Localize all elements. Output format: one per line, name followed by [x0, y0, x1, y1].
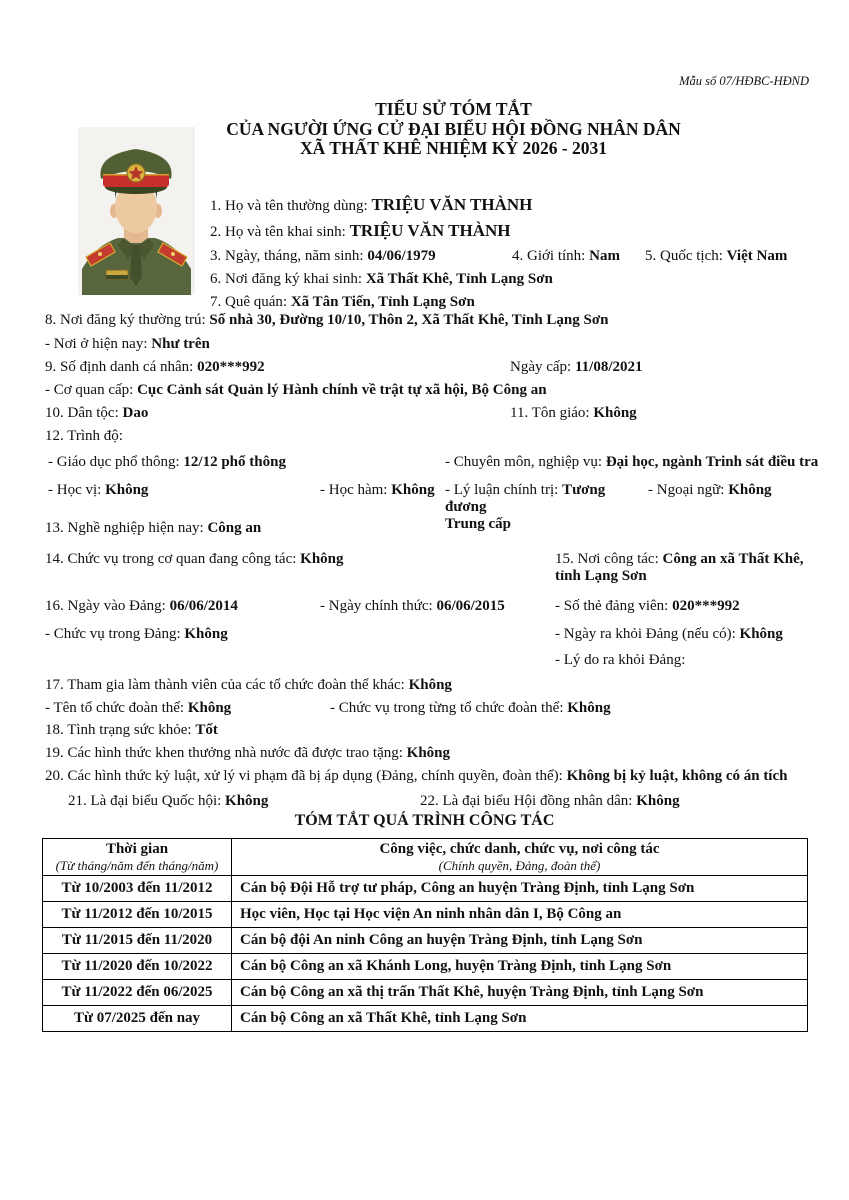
- field-chuc-vu-co-quan: [45, 551, 344, 568]
- field-label: - Học vị:: [48, 482, 102, 498]
- field-to-chuc-doan-the-khac: [45, 677, 452, 694]
- field-label: 9. Số định danh cá nhân:: [45, 359, 194, 375]
- field-value: Như trên: [151, 336, 210, 352]
- title-line-2: CỦA NGƯỜI ỨNG CỬ ĐẠI BIỂU HỘI ĐỒNG NHÂN DÂN: [226, 118, 681, 139]
- career-row: [43, 902, 808, 928]
- field-ten-thuong-dung: [210, 195, 532, 215]
- field-que-quan: [210, 294, 475, 311]
- field-dai-bieu-hdnd: [420, 793, 680, 810]
- career-header-row: [43, 839, 808, 876]
- field-label: 5. Quốc tịch:: [645, 248, 723, 264]
- field-label: - Lý do ra khỏi Đảng:: [555, 652, 686, 668]
- field-value: Không: [184, 626, 228, 642]
- field-value: Tương đương: [445, 482, 606, 515]
- field-value: Không bị kỷ luật, không có án tích: [566, 768, 788, 784]
- field-value: Không: [567, 700, 611, 716]
- field-label: - Lý luận chính trị:: [445, 482, 559, 498]
- field-label: 22. Là đại biểu Hội đồng nhân dân:: [420, 793, 633, 809]
- field-value: 020***992: [672, 598, 740, 614]
- field-value: TRIỆU VĂN THÀNH: [371, 195, 533, 214]
- field-label: 14. Chức vụ trong cơ quan đang công tác:: [45, 551, 297, 567]
- field-ngay-chinh-thuc: [320, 598, 505, 615]
- field-value: 11/08/2021: [574, 359, 643, 375]
- career-row: [43, 876, 808, 902]
- field-value: Xã Thất Khê, Tỉnh Lạng Sơn: [365, 271, 553, 287]
- field-ten-khai-sinh: [210, 221, 510, 241]
- field-ten-to-chuc: [45, 700, 231, 717]
- field-dai-bieu-quoc-hoi: [68, 793, 268, 810]
- portrait-image: [78, 127, 195, 295]
- field-label: 6. Nơi đăng ký khai sinh:: [210, 271, 363, 287]
- field-label: - Tên tổ chức đoàn thể:: [45, 700, 185, 716]
- career-time: Từ 11/2022 đến 06/2025: [43, 980, 232, 1006]
- field-value: Xã Tân Tiến, Tỉnh Lạng Sơn: [290, 294, 475, 310]
- field-chuc-vu-to-chuc: [330, 700, 611, 717]
- field-quoc-tich: [645, 248, 787, 265]
- field-value: 12/12 phổ thông: [183, 454, 286, 470]
- career-work: Học viên, Học tại Học viện An ninh nhân dân I, Bộ Công an: [232, 902, 808, 928]
- career-time: Từ 11/2012 đến 10/2015: [43, 902, 232, 928]
- field-value: Cục Cảnh sát Quản lý Hành chính về trật tự xã hội, Bộ Công an: [137, 382, 547, 398]
- field-value: Không: [391, 482, 435, 498]
- field-chuyen-mon: [445, 454, 818, 471]
- field-value-line2: tỉnh Lạng Sơn: [555, 568, 647, 584]
- field-label: 17. Tham gia làm thành viên của các tổ chức đoàn thể khác:: [45, 677, 405, 693]
- field-hoc-ham: [320, 482, 435, 499]
- field-suc-khoe: [45, 722, 218, 739]
- field-giao-duc-pho-thong: [48, 454, 286, 471]
- field-value: Số nhà 30, Đường 10/10, Thôn 2, Xã Thất Khê, Tỉnh Lạng Sơn: [209, 312, 609, 328]
- field-so-the-dang-vien: [555, 598, 740, 615]
- field-label: 16. Ngày vào Đảng:: [45, 598, 166, 614]
- field-label: 20. Các hình thức kỷ luật, xử lý vi phạm đã bị áp dụng (Đảng, chính quyền, đoàn thể):: [45, 768, 563, 784]
- field-ton-giao: [510, 405, 637, 422]
- field-dan-toc: [45, 405, 148, 422]
- field-value: Công an xã Thất Khê,: [662, 551, 804, 567]
- field-label: 10. Dân tộc:: [45, 405, 119, 421]
- col-time-title: Thời gian: [105, 841, 169, 857]
- field-value: Nam: [589, 248, 620, 264]
- field-label: 19. Các hình thức khen thưởng nhà nước đã được trao tặng:: [45, 745, 403, 761]
- field-so-dinh-danh: [45, 359, 265, 376]
- career-section-heading: TÓM TẮT QUÁ TRÌNH CÔNG TÁC: [294, 812, 555, 829]
- field-gioi-tinh: [512, 248, 620, 265]
- field-value: Dao: [122, 405, 149, 421]
- field-value: Không: [225, 793, 269, 809]
- field-value: Không: [728, 482, 772, 498]
- career-col-time-header: [43, 839, 232, 876]
- field-value: Không: [105, 482, 149, 498]
- title-line-1: TIỂU SỬ TÓM TẮT: [375, 99, 532, 119]
- col-time-subtitle: (Từ tháng/năm đến tháng/năm): [55, 858, 219, 873]
- col-work-title: Công việc, chức danh, chức vụ, nơi công tác: [379, 841, 660, 857]
- field-value: 06/06/2014: [169, 598, 238, 614]
- field-noi-cong-tac: [555, 551, 813, 585]
- field-noi-o-hien-nay: [45, 336, 210, 353]
- field-value: Không: [636, 793, 680, 809]
- field-label: - Ngày chính thức:: [320, 598, 433, 614]
- field-label: 15. Nơi công tác:: [555, 551, 659, 567]
- field-value: Không: [187, 700, 232, 716]
- career-time: Từ 07/2025 đến nay: [43, 1006, 232, 1032]
- field-value: Không: [300, 551, 344, 567]
- career-row: [43, 980, 808, 1006]
- field-label: - Chức vụ trong từng tổ chức đoàn thể:: [330, 700, 564, 716]
- field-value: Không: [406, 745, 451, 761]
- field-value: Không: [408, 677, 452, 693]
- career-time: Từ 11/2020 đến 10/2022: [43, 954, 232, 980]
- career-row: [43, 1006, 808, 1032]
- field-label: - Ngày ra khỏi Đảng (nếu có):: [555, 626, 736, 642]
- career-work: Cán bộ Đội Hỗ trợ tư pháp, Công an huyện Tràng Định, tỉnh Lạng Sơn: [232, 876, 808, 902]
- field-value: Đại học, ngành Trinh sát điều tra: [605, 454, 819, 470]
- field-label: 1. Họ và tên thường dùng:: [210, 198, 368, 214]
- field-value: 020***992: [197, 359, 265, 375]
- field-label: Ngày cấp:: [510, 359, 572, 375]
- career-work: Cán bộ Công an xã Thất Khê, tỉnh Lạng Sơn: [232, 1006, 808, 1032]
- career-col-work-header: [232, 839, 808, 876]
- field-ngoai-ngu: [648, 482, 772, 499]
- field-noi-khai-sinh: [210, 271, 553, 288]
- field-value: Không: [739, 626, 783, 642]
- field-nghe-nghiep: [45, 520, 261, 537]
- career-work: Cán bộ đội An ninh Công an huyện Tràng Định, tỉnh Lạng Sơn: [232, 928, 808, 954]
- candidate-photo: [78, 127, 195, 295]
- field-ly-luan-chinh-tri: [445, 482, 645, 533]
- field-label: - Số thẻ đảng viên:: [555, 598, 669, 614]
- career-work: Cán bộ Công an xã Khánh Long, huyện Tràng Định, tỉnh Lạng Sơn: [232, 954, 808, 980]
- field-value: Không: [593, 405, 637, 421]
- field-label: - Cơ quan cấp:: [45, 382, 134, 398]
- career-row: [43, 928, 808, 954]
- field-trinh-do: [45, 428, 123, 445]
- field-value: TRIỆU VĂN THÀNH: [349, 221, 511, 240]
- field-ngay-ra-khoi-dang: [555, 626, 783, 643]
- field-label: 4. Giới tính:: [512, 248, 586, 264]
- field-label: 18. Tình trạng sức khỏe:: [45, 722, 192, 738]
- field-chuc-vu-trong-dang: [45, 626, 228, 643]
- career-row: [43, 954, 808, 980]
- field-value: 06/06/2015: [436, 598, 505, 614]
- field-thuong-tru: [45, 312, 609, 329]
- field-label: 21. Là đại biểu Quốc hội:: [68, 793, 222, 809]
- field-hoc-vi: [48, 482, 148, 499]
- title-line-3: XÃ THẤT KHÊ NHIỆM KỲ 2026 - 2031: [299, 138, 608, 158]
- field-value: Việt Nam: [726, 248, 788, 264]
- field-label: 11. Tôn giáo:: [510, 405, 590, 421]
- career-table: [42, 838, 808, 1032]
- field-khen-thuong: [45, 745, 450, 762]
- field-value: Công an: [207, 520, 262, 536]
- field-label: 12. Trình độ:: [45, 428, 123, 444]
- field-label: 7. Quê quán:: [210, 294, 288, 310]
- field-ngay-cap: [510, 359, 643, 376]
- field-label: 3. Ngày, tháng, năm sinh:: [210, 248, 364, 264]
- field-label: - Ngoại ngữ:: [648, 482, 725, 498]
- field-label: - Giáo dục phổ thông:: [48, 454, 180, 470]
- field-label: - Chức vụ trong Đảng:: [45, 626, 181, 642]
- career-work: Cán bộ Công an xã thị trấn Thất Khê, huyện Tràng Định, tỉnh Lạng Sơn: [232, 980, 808, 1006]
- field-value: Tốt: [195, 722, 218, 738]
- field-label: - Nơi ở hiện nay:: [45, 336, 148, 352]
- field-label: - Học hàm:: [320, 482, 388, 498]
- field-value-line2: Trung cấp: [445, 516, 511, 532]
- career-time: Từ 11/2015 đến 11/2020: [43, 928, 232, 954]
- field-value: 04/06/1979: [367, 248, 436, 264]
- form-number: Mẫu số 07/HĐBC-HĐND: [679, 74, 809, 88]
- field-co-quan-cap: [45, 382, 547, 399]
- field-ngay-sinh: [210, 248, 436, 265]
- field-ly-do-ra-khoi-dang: [555, 652, 685, 669]
- field-label: 8. Nơi đăng ký thường trú:: [45, 312, 206, 328]
- field-ky-luat: [45, 768, 787, 785]
- field-label: 13. Nghề nghiệp hiện nay:: [45, 520, 204, 536]
- field-label: 2. Họ và tên khai sinh:: [210, 224, 346, 240]
- field-ngay-vao-dang: [45, 598, 238, 615]
- col-work-subtitle: (Chính quyền, Đảng, đoàn thể): [438, 858, 601, 873]
- career-time: Từ 10/2003 đến 11/2012: [43, 876, 232, 902]
- field-label: - Chuyên môn, nghiệp vụ:: [445, 454, 603, 470]
